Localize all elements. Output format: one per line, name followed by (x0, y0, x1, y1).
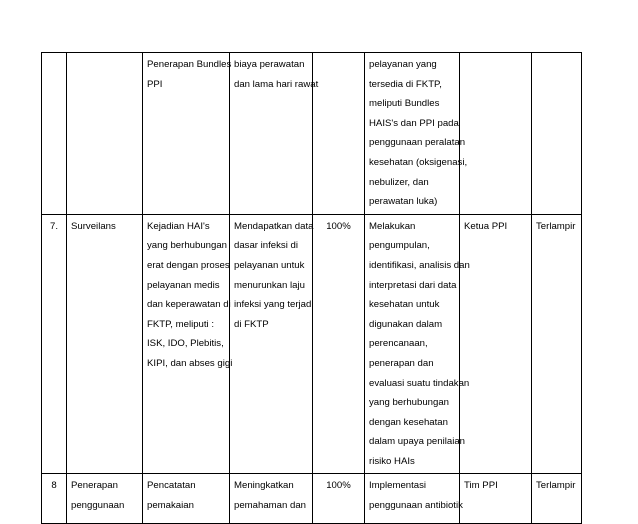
cell-indikator (365, 474, 463, 524)
text-line: dengan kesehatan (369, 416, 448, 428)
cell-keterangan: Terlampir (532, 214, 582, 474)
text-line: Melakukan (369, 220, 416, 232)
text-line: penggunaan (71, 500, 125, 512)
text-line: penggunaan peralatan (369, 137, 466, 149)
text-line: PPI (147, 78, 163, 90)
cell-no: 7. (42, 214, 67, 474)
table-row (42, 53, 582, 215)
text-line: KIPI, dan abses gigi (147, 357, 233, 369)
cell-keterangan: Terlampir (532, 474, 582, 524)
text-line: dasar infeksi di (234, 240, 298, 252)
cell-penanggung-jawab (460, 53, 532, 215)
text-line: Meningkatkan (234, 480, 294, 492)
text-line: erat dengan proses (147, 259, 230, 271)
cell-tujuan (230, 214, 313, 474)
text-line: pengumpulan, (369, 240, 430, 252)
text-line: evaluasi suatu tindakan (369, 377, 470, 389)
text-line: penggunaan antibiotik (369, 500, 463, 512)
text-line: Surveilans (71, 220, 116, 232)
cell-tujuan (230, 474, 313, 524)
text-line: risiko HAIs (369, 455, 415, 467)
cell-no (42, 53, 67, 215)
text-line: interpretasi dari data (369, 279, 457, 291)
text-line: penerapan dan (369, 357, 434, 369)
cell-target: 100% (313, 474, 365, 524)
text-line: kesehatan (oksigenasi, (369, 156, 468, 168)
text-line: HAIS's dan PPI pada (369, 117, 459, 129)
text-line: infeksi yang terjadi (234, 299, 314, 311)
text-line: di FKTP (234, 318, 269, 330)
cell-target: 100% (313, 214, 365, 474)
text-line: ISK, IDO, Plebitis, (147, 338, 224, 350)
text-line: perawatan luka) (369, 196, 438, 208)
cell-kegiatan (67, 214, 143, 474)
text-line: FKTP, meliputi : (147, 318, 215, 330)
cell-keterangan (532, 53, 582, 215)
cell-target (313, 53, 365, 215)
cell-tujuan (230, 53, 319, 215)
text-line: digunakan dalam (369, 318, 443, 330)
cell-indikator (365, 214, 470, 474)
text-line: perencanaan, (369, 338, 428, 350)
program-table (41, 52, 582, 524)
text-line: dan keperawatan di (147, 299, 231, 311)
cell-penanggung-jawab: Ketua PPI (460, 214, 532, 474)
text-line: dalam upaya penilaian (369, 436, 466, 448)
cell-sub-kegiatan (143, 53, 230, 215)
text-line: menurunkan laju (234, 279, 305, 291)
text-line: pemakaian (147, 500, 194, 512)
text-line: biaya perawatan (234, 59, 305, 70)
cell-no: 8 (42, 474, 67, 524)
cell-sub-kegiatan (143, 474, 230, 524)
text-line: meliputi Bundles (369, 98, 440, 110)
cell-penanggung-jawab: Tim PPI (460, 474, 532, 524)
cell-kegiatan (67, 53, 143, 215)
table-row (42, 474, 582, 524)
cell-indikator (365, 53, 468, 215)
table-row (42, 214, 582, 474)
text-line: identifikasi, analisis dan (369, 259, 470, 271)
text-line: pelayanan untuk (234, 259, 305, 271)
text-line: Implementasi (369, 480, 427, 492)
text-line: tersedia di FKTP, (369, 78, 442, 90)
text-line: Mendapatkan data (234, 220, 314, 232)
text-line: Pencatatan (147, 480, 196, 492)
text-line: nebulizer, dan (369, 176, 429, 188)
cell-kegiatan (67, 474, 143, 524)
text-line: kesehatan untuk (369, 299, 440, 311)
text-line: pelayanan medis (147, 279, 220, 291)
text-line: Penerapan (71, 480, 118, 492)
text-line: pelayanan yang (369, 59, 437, 70)
text-line: dan lama hari rawat (234, 78, 319, 90)
text-line: Kejadian HAI's (147, 220, 210, 232)
text-line: yang berhubungan (147, 240, 228, 252)
text-line: yang berhubungan (369, 397, 450, 409)
cell-sub-kegiatan (143, 214, 233, 474)
text-line: pemahaman dan (234, 500, 307, 512)
text-line: Penerapan Bundles (147, 59, 232, 70)
